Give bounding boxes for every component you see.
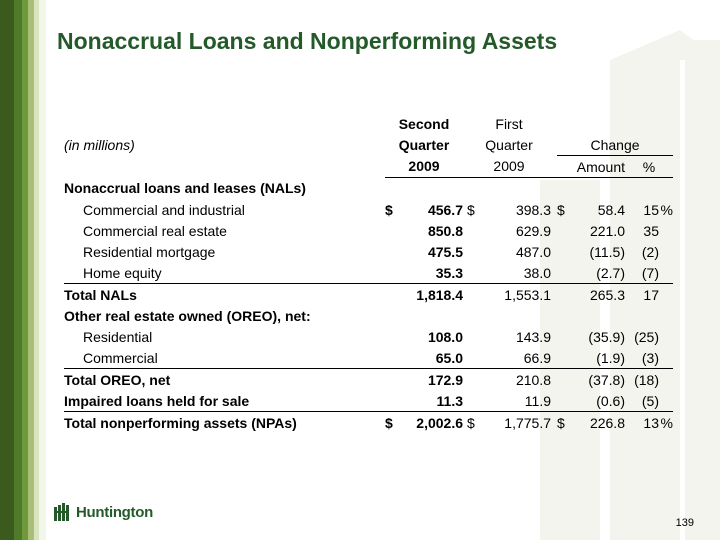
change-amount-cell xyxy=(557,220,625,241)
percent-symbol xyxy=(659,369,673,391)
row-label: Residential mortgage xyxy=(83,243,216,260)
first-quarter-cell xyxy=(467,284,557,306)
header-first-year: 2009 xyxy=(467,156,557,178)
percent-symbol xyxy=(659,241,673,262)
page-title: Nonaccrual Loans and Nonperforming Assets xyxy=(57,28,558,54)
first-quarter-cell-currency: $ xyxy=(467,414,475,431)
second-quarter-cell xyxy=(385,284,467,306)
change-amount-cell-currency: $ xyxy=(557,414,565,431)
percent-symbol xyxy=(659,347,673,369)
table-row xyxy=(64,178,673,200)
change-percent-cell: (2) xyxy=(641,243,659,260)
change-percent-cell: (7) xyxy=(641,264,659,281)
row-label: Other real estate owned (OREO), net: xyxy=(64,307,311,324)
second-quarter-cell xyxy=(385,178,467,200)
units-label: (in millions) xyxy=(64,136,135,153)
table-row xyxy=(64,220,673,241)
row-label: Commercial xyxy=(83,349,158,366)
change-amount-cell-value: (2.7) xyxy=(596,264,625,281)
second-quarter-cell xyxy=(385,220,467,241)
change-percent-cell: 35 xyxy=(643,222,659,239)
row-label: Total nonperforming assets (NPAs) xyxy=(64,412,385,434)
change-amount-cell xyxy=(557,262,625,284)
row-label: Impaired loans held for sale xyxy=(64,392,250,409)
change-amount-cell-value: (37.8) xyxy=(588,371,625,388)
change-amount-cell-value: 221.0 xyxy=(589,222,625,239)
percent-symbol xyxy=(659,178,673,200)
row-label: Residential xyxy=(83,328,153,345)
row-label: Commercial real estate xyxy=(83,222,227,239)
change-amount-cell-value: 226.8 xyxy=(589,414,625,431)
change-percent-cell: (5) xyxy=(641,392,659,409)
first-quarter-cell xyxy=(467,241,557,262)
percent-symbol xyxy=(659,284,673,306)
first-quarter-cell-value: 38.0 xyxy=(523,264,551,281)
table-row xyxy=(64,390,673,412)
first-quarter-cell-value: 487.0 xyxy=(515,243,551,260)
header-first-line2: Quarter xyxy=(485,136,533,153)
second-quarter-cell xyxy=(385,369,467,391)
change-amount-cell-value: (11.5) xyxy=(589,243,625,260)
decorative-sidebar xyxy=(0,0,46,540)
first-quarter-cell-value: 1,553.1 xyxy=(504,286,551,303)
first-quarter-cell-value: 629.9 xyxy=(515,222,551,239)
table-row xyxy=(64,199,673,220)
second-quarter-cell-value: 850.8 xyxy=(427,222,463,239)
header-amount: Amount xyxy=(557,156,625,178)
second-quarter-cell-value: 65.0 xyxy=(435,349,463,366)
second-quarter-cell-value: 11.3 xyxy=(436,392,463,409)
percent-symbol: % xyxy=(659,412,673,434)
table-row xyxy=(64,347,673,369)
second-quarter-cell-value: 108.0 xyxy=(427,328,463,345)
first-quarter-cell xyxy=(467,326,557,347)
huntington-logo-icon xyxy=(54,503,72,521)
change-percent-cell xyxy=(625,178,659,200)
change-amount-cell xyxy=(557,284,625,306)
row-label: Total NALs xyxy=(64,284,385,306)
header-second-line1: Second xyxy=(398,115,450,132)
table-row xyxy=(64,326,673,347)
first-quarter-cell xyxy=(467,347,557,369)
percent-symbol xyxy=(659,390,673,412)
row-label: Total OREO, net xyxy=(64,369,385,391)
first-quarter-cell-value: 66.9 xyxy=(523,349,551,366)
first-quarter-cell xyxy=(467,412,557,434)
first-quarter-cell-currency: $ xyxy=(467,201,475,218)
change-amount-cell-value: (1.9) xyxy=(596,349,625,366)
percent-symbol xyxy=(659,220,673,241)
change-amount-cell xyxy=(557,199,625,220)
change-amount-cell-currency: $ xyxy=(557,201,565,218)
second-quarter-cell xyxy=(385,390,467,412)
change-percent-cell: (25) xyxy=(634,328,659,345)
header-percent: % xyxy=(625,156,673,178)
second-quarter-cell xyxy=(385,326,467,347)
second-quarter-cell-value: 35.3 xyxy=(435,264,463,281)
header-row-2 xyxy=(64,134,673,156)
first-quarter-cell xyxy=(467,199,557,220)
change-amount-cell xyxy=(557,305,625,326)
second-quarter-cell-value: 456.7 xyxy=(427,201,463,218)
change-percent-cell: (3) xyxy=(641,349,659,366)
table-body xyxy=(64,178,673,434)
change-amount-cell-value: 58.4 xyxy=(597,201,625,218)
table-row xyxy=(64,262,673,284)
change-percent-cell xyxy=(625,305,659,326)
second-quarter-cell-value: 2,002.6 xyxy=(416,414,463,431)
first-quarter-cell-value: 398.3 xyxy=(515,201,551,218)
company-logo xyxy=(54,503,153,521)
row-label: Home equity xyxy=(83,264,162,281)
row-label: Commercial and industrial xyxy=(83,201,245,218)
header-second-year: 2009 xyxy=(385,156,467,178)
table-row xyxy=(64,305,673,326)
first-quarter-cell xyxy=(467,369,557,391)
second-quarter-cell xyxy=(385,241,467,262)
first-quarter-cell-value: 1,775.7 xyxy=(504,414,551,431)
change-percent-cell: 15 xyxy=(643,201,659,218)
change-amount-cell-value: (35.9) xyxy=(588,328,625,345)
first-quarter-cell-value: 143.9 xyxy=(515,328,551,345)
change-amount-cell xyxy=(557,412,625,434)
second-quarter-cell-currency: $ xyxy=(385,201,393,218)
header-change: Change xyxy=(557,134,673,156)
percent-symbol xyxy=(659,326,673,347)
first-quarter-cell xyxy=(467,262,557,284)
table-row xyxy=(64,412,673,434)
logo-text: Huntington xyxy=(76,503,153,521)
second-quarter-cell-value: 475.5 xyxy=(427,243,463,260)
change-amount-cell xyxy=(557,178,625,200)
change-percent-cell: 13 xyxy=(625,412,659,434)
second-quarter-cell-value: 172.9 xyxy=(427,371,463,388)
first-quarter-cell xyxy=(467,305,557,326)
table-row xyxy=(64,369,673,391)
second-quarter-cell xyxy=(385,305,467,326)
first-quarter-cell xyxy=(467,390,557,412)
change-amount-cell xyxy=(557,347,625,369)
change-amount-cell xyxy=(557,390,625,412)
first-quarter-cell-value: 11.9 xyxy=(524,392,551,409)
second-quarter-cell xyxy=(385,262,467,284)
header-row-1 xyxy=(64,113,673,134)
second-quarter-cell xyxy=(385,412,467,434)
header-first-line1: First xyxy=(495,115,523,132)
second-quarter-cell xyxy=(385,199,467,220)
change-percent-cell: (18) xyxy=(625,369,659,391)
change-amount-cell xyxy=(557,369,625,391)
header-second-line2: Quarter xyxy=(398,136,450,153)
second-quarter-cell-value: 1,818.4 xyxy=(416,286,463,303)
first-quarter-cell xyxy=(467,178,557,200)
change-percent-cell: 17 xyxy=(625,284,659,306)
table-row xyxy=(64,284,673,306)
second-quarter-cell xyxy=(385,347,467,369)
change-amount-cell-value: 265.3 xyxy=(589,286,625,303)
header-row-3 xyxy=(64,156,673,178)
table-row xyxy=(64,241,673,262)
first-quarter-cell-value: 210.8 xyxy=(515,371,551,388)
percent-symbol xyxy=(659,262,673,284)
change-amount-cell xyxy=(557,241,625,262)
row-label: Nonaccrual loans and leases (NALs) xyxy=(64,180,306,197)
change-amount-cell-value: (0.6) xyxy=(596,392,625,409)
change-amount-cell xyxy=(557,326,625,347)
page-number: 139 xyxy=(675,517,694,529)
first-quarter-cell xyxy=(467,220,557,241)
financial-table xyxy=(64,113,673,433)
percent-symbol: % xyxy=(660,201,673,218)
percent-symbol xyxy=(659,305,673,326)
second-quarter-cell-currency: $ xyxy=(385,414,393,431)
